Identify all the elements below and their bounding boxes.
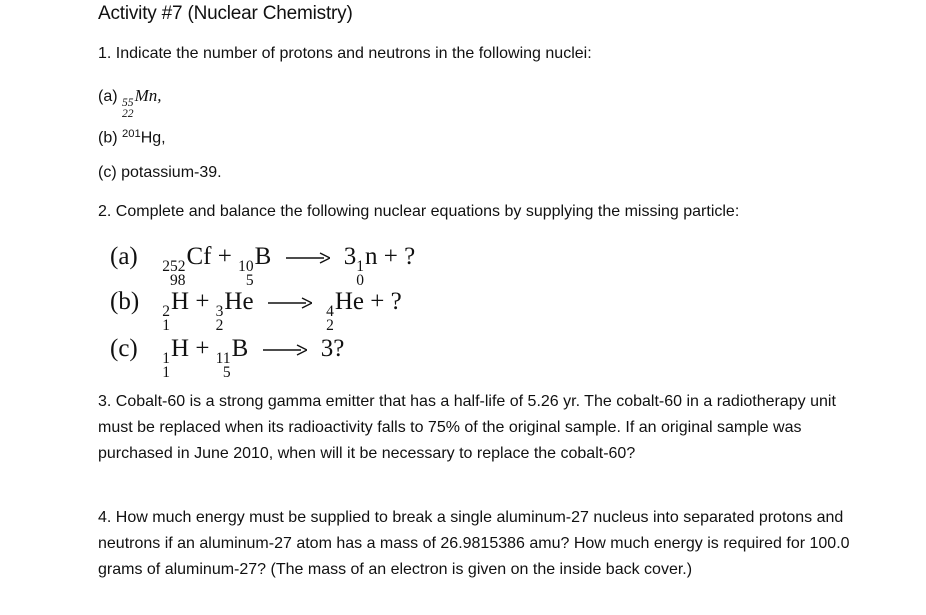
q1-a-nuclide (122, 86, 161, 119)
eq-c-nuclide-2 (216, 334, 249, 380)
q1-a-tail: , (157, 86, 162, 105)
q1-c-label: (c) (98, 164, 117, 181)
eq-b-nuclide-3 (326, 287, 364, 333)
eq-a-plus-2: + (383, 243, 398, 270)
eq-b-n3-atomic: 2 (326, 316, 334, 334)
equation-c (110, 334, 344, 380)
eq-b-label: (b) (110, 288, 140, 315)
eq-c-plus-1: + (195, 335, 210, 362)
eq-a-nuclide-2 (238, 242, 271, 288)
q3-text: 3. Cobalt-60 is a strong gamma emitter that has a half-life of 5.26 yr. The cobalt-60 in a radiotherapy unit must be replaced when its radioactivity falls to 75% of the original sample. If an original sample was purchased in June 2010, when will it be necessary to replace the cobalt-60? (98, 393, 836, 462)
eq-c-n2-mass: 11 (215, 349, 231, 367)
eq-b-plus-2: + (370, 288, 385, 315)
q1-b-tail: , (161, 129, 166, 147)
eq-b-nuclide-1 (162, 287, 189, 333)
eq-a-n2-atomic: 5 (245, 271, 254, 289)
eq-a-n2-symbol: B (254, 243, 272, 270)
q1-c-text: potassium-39. (121, 164, 222, 181)
eq-a-label: (a) (110, 243, 138, 270)
eq-c-n1-atomic: 1 (162, 363, 170, 381)
eq-a-coefficient: 3 (343, 243, 357, 270)
eq-b-unknown: ? (390, 288, 402, 315)
q1-b-mass: 201 (122, 128, 141, 140)
eq-b-nuclide-2 (216, 287, 254, 333)
eq-b-n2-mass: 3 (215, 302, 224, 320)
reaction-arrow-icon (263, 344, 307, 356)
eq-b-n2-atomic: 2 (215, 316, 224, 334)
eq-a-n1-atomic: 98 (170, 271, 186, 289)
eq-a-nuclide-3 (356, 242, 377, 288)
eq-a-n3-mass: 1 (356, 257, 365, 275)
eq-a-unknown: ? (404, 243, 416, 270)
eq-a-n2-mass: 10 (238, 257, 254, 275)
eq-a-plus-1: + (217, 243, 232, 270)
q1-item-a (98, 86, 161, 119)
eq-b-n3-symbol: He (334, 288, 364, 315)
reaction-arrow-icon (268, 297, 312, 309)
eq-c-n1-symbol: H (171, 335, 190, 362)
eq-b-plus-1: + (195, 288, 210, 315)
equation-b (110, 287, 402, 333)
eq-b-n3-mass: 4 (326, 302, 334, 320)
eq-c-n1-mass: 1 (162, 349, 170, 367)
eq-a-nuclide-1 (162, 242, 211, 288)
equation-a (110, 242, 415, 288)
q1-item-c (98, 163, 222, 183)
eq-a-n3-symbol: n (365, 243, 378, 270)
q1-a-mass: 55 (122, 96, 134, 110)
eq-c-n2-atomic: 5 (222, 363, 231, 381)
eq-c-result: 3? (320, 335, 345, 362)
eq-a-n3-atomic: 0 (356, 271, 365, 289)
eq-a-n1-mass: 252 (162, 257, 186, 275)
eq-c-label: (c) (110, 335, 138, 362)
page-title: Activity #7 (Nuclear Chemistry) (98, 3, 353, 24)
eq-c-nuclide-1 (162, 334, 189, 380)
eq-b-n1-atomic: 1 (162, 316, 170, 334)
q1-prompt: 1. Indicate the number of protons and neutrons in the following nuclei: (98, 45, 592, 62)
q1-a-atomic: 22 (122, 107, 134, 121)
q1-b-label: (b) (98, 129, 118, 147)
eq-b-n2-symbol: He (224, 288, 254, 315)
eq-a-n1-symbol: Cf (186, 243, 212, 270)
eq-b-n1-mass: 2 (162, 302, 170, 320)
q4-text: 4. How much energy must be supplied to break a single aluminum-27 nucleus into separated protons and neutrons if an aluminum-27 atom has a mass of 26.9815386 amu? How much energy is required for 100.0 grams of aluminum-27? (The mass of an electron is given on the inside back cover.) (98, 509, 850, 578)
q1-b-symbol: Hg (140, 129, 162, 147)
q1-item-b (98, 124, 166, 149)
q1-a-label: (a) (98, 88, 118, 105)
eq-b-n1-symbol: H (171, 288, 190, 315)
q2-prompt: 2. Complete and balance the following nuclear equations by supplying the missing particle: (98, 203, 740, 220)
q1-a-symbol: Mn (134, 86, 158, 105)
eq-c-n2-symbol: B (231, 335, 249, 362)
reaction-arrow-icon (286, 252, 330, 264)
